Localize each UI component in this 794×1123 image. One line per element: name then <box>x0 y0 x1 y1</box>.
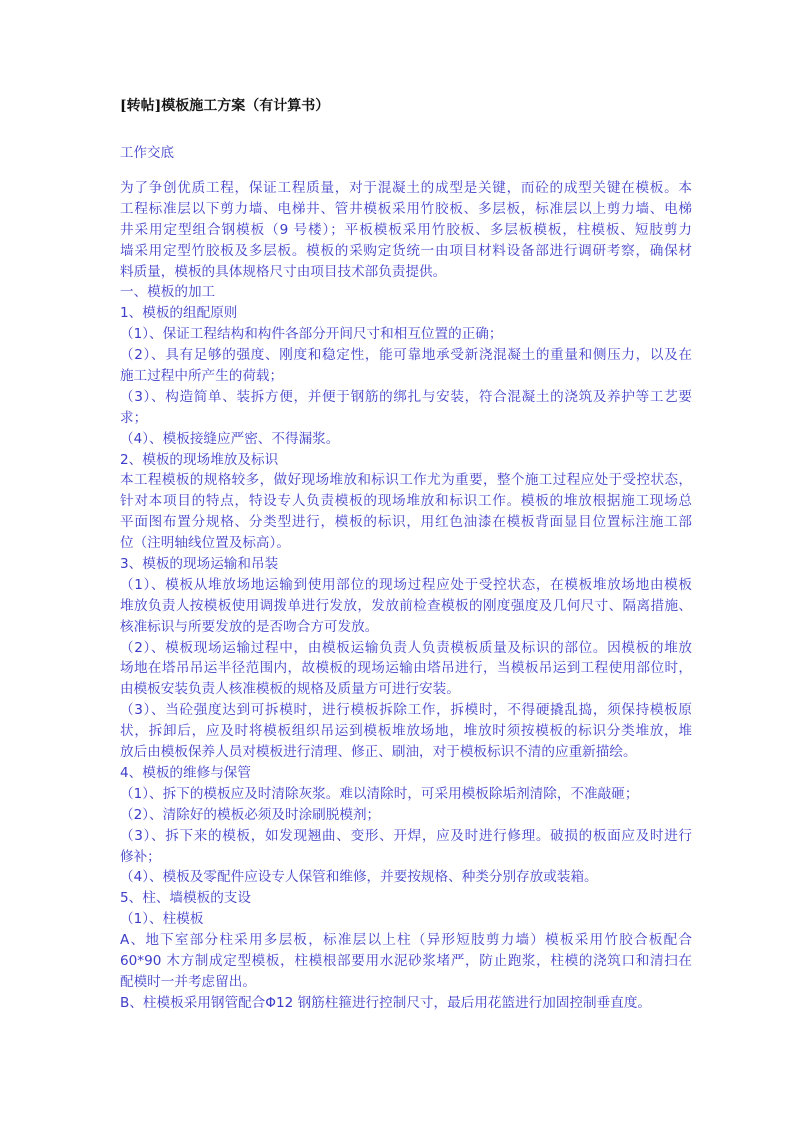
text-line: 由模板安装负责人核准模板的规格及质量方可进行安装。 <box>120 681 460 698</box>
paragraph <box>120 909 692 930</box>
text-line: （4）、模板及零配件应设专人保管和维修，并要按规格、种类分别存放或装箱。 <box>120 869 598 886</box>
paragraph <box>120 993 692 1014</box>
text-line: （3）、当砼强度达到可拆模时，进行模板拆除工作，拆模时，不得硬撬乱捣，须保持模板原 <box>120 702 692 719</box>
text-line: 平面图布置分规格、分类型进行，模板的标识，用红色油漆在模板背面显目位置标注施工部 <box>120 514 692 531</box>
text-line: 4、模板的维修与保管 <box>120 764 251 781</box>
text-line: 为了争创优质工程，保证工程质量，对于混凝土的成型是关键，而砼的成型关键在模板。本 <box>120 180 692 196</box>
text-line: （4）、模板接缝应严密、不得漏浆。 <box>120 430 340 447</box>
paragraph <box>120 930 692 993</box>
text-line: （2）、模板现场运输过程中，由模板运输负责人负责模板质量及标识的部位。因模板的堆放 <box>120 639 692 656</box>
text-line: 堆放负责人按模板使用调拨单进行发放，发放前检查模板的刚度强度及几何尺寸、隔离措施、 <box>120 597 692 614</box>
paragraph <box>120 763 692 784</box>
text-line: （3）、构造简单、装拆方便，并便于钢筋的绑扎与安装，符合混凝土的浇筑及养护等工艺要 <box>120 388 692 405</box>
text-line: 场地在塔吊吊运半径范围内，故模板的现场运输由塔吊进行，当模板吊运到工程使用部位时， <box>120 660 692 677</box>
text-line: 核准标识与所要发放的是否吻合方可发放。 <box>120 618 379 635</box>
text-line: 施工过程中所产生的荷载； <box>120 368 284 385</box>
paragraph <box>120 282 692 303</box>
paragraph <box>120 888 692 909</box>
paragraph <box>120 303 692 324</box>
paragraph <box>120 178 692 282</box>
paragraph <box>120 805 692 826</box>
text-line: A、地下室部分柱采用多层板，标准层以上柱（异形短肢剪力墙）模板采用竹胶合板配合 <box>120 932 692 949</box>
text-line: 配模时一并考虑留出。 <box>120 973 256 990</box>
text-line: 1、模板的组配原则 <box>120 305 238 322</box>
text-line: 一、模板的加工 <box>120 284 216 301</box>
text-line: 求； <box>120 409 148 426</box>
text-line: （1）、模板从堆放场地运输到使用部位的现场过程应处于受控状态，在模板堆放场地由模板 <box>120 576 692 593</box>
text-line: 墙采用定型竹胶板及多层板。模板的采购定货统一由项目材料设备部进行调研考察，确保材 <box>120 242 692 259</box>
text-line: （2）、具有足够的强度、刚度和稳定性，能可靠地承受新浇混凝土的重量和侧压力，以及在 <box>120 347 692 364</box>
text-line: B、柱模板采用钢管配合Φ12 钢筋柱箍进行控制尺寸，最后用花篮进行加固控制垂直度。 <box>120 994 652 1011</box>
document-title: [转帖]模板施工方案（有计算书） <box>120 98 330 114</box>
text-line: 本工程模板的规格较多，做好现场堆放和标识工作尤为重要，整个施工过程应处于受控状态， <box>120 472 692 489</box>
text-line: 放后由模板保养人员对模板进行清理、修正、刷油，对于模板标识不清的应重新描绘。 <box>120 744 637 761</box>
text-line: 5、柱、墙模板的支设 <box>120 890 251 907</box>
text-line: （3）、拆下来的模板，如发现翘曲、变形、开焊，应及时进行修理。破损的板面应及时进行 <box>120 827 692 844</box>
paragraph <box>120 867 692 888</box>
paragraph <box>120 450 692 471</box>
text-line: 修补； <box>120 848 161 865</box>
text-line: 2、模板的现场堆放及标识 <box>120 451 279 468</box>
paragraph <box>120 324 692 345</box>
paragraph <box>120 470 692 554</box>
document-body <box>120 178 692 1014</box>
text-line: 60*90 木方制成定型模板，柱模根部要用水泥砂浆堵严，防止跑浆，柱模的浇筑口和清扫在 <box>120 952 692 969</box>
text-line: 井采用定型组合钢模板（9 号楼）；平板模板采用竹胶板、多层板模板，柱模板、短肢剪力 <box>120 221 692 238</box>
text-line: 料质量，模板的具体规格尺寸由项目技术部负责提供。 <box>120 263 447 280</box>
section-subtitle: 工作交底 <box>120 145 174 161</box>
text-line: 状，拆卸后，应及时将模板组织吊运到模板堆放场地，堆放时须按模板的标识分类堆放，堆 <box>120 723 692 740</box>
paragraph <box>120 826 692 868</box>
text-line: （1）、保证工程结构和构件各部分开间尺寸和相互位置的正确； <box>120 326 503 343</box>
paragraph <box>120 784 692 805</box>
paragraph <box>120 387 692 429</box>
paragraph <box>120 700 692 763</box>
text-line: 工程标准层以下剪力墙、电梯井、管井模板采用竹胶板、多层板，标准层以上剪力墙、电梯 <box>120 200 692 217</box>
paragraph <box>120 575 692 638</box>
text-line: （1）、拆下的模板应及时清除灰浆。难以清除时，可采用模板除垢剂清除，不准敲砸； <box>120 785 639 802</box>
paragraph <box>120 638 692 701</box>
paragraph <box>120 554 692 575</box>
text-line: 针对本项目的特点，特设专人负责模板的现场堆放和标识工作。模板的堆放根据施工现场总 <box>120 493 692 510</box>
paragraph <box>120 345 692 387</box>
paragraph <box>120 429 692 450</box>
text-line: 位（注明轴线位置及标高）。 <box>120 535 290 552</box>
text-line: 3、模板的现场运输和吊装 <box>120 556 279 573</box>
text-line: （1）、柱模板 <box>120 911 204 928</box>
text-line: （2）、清除好的模板必须及时涂刷脱模剂； <box>120 806 381 823</box>
